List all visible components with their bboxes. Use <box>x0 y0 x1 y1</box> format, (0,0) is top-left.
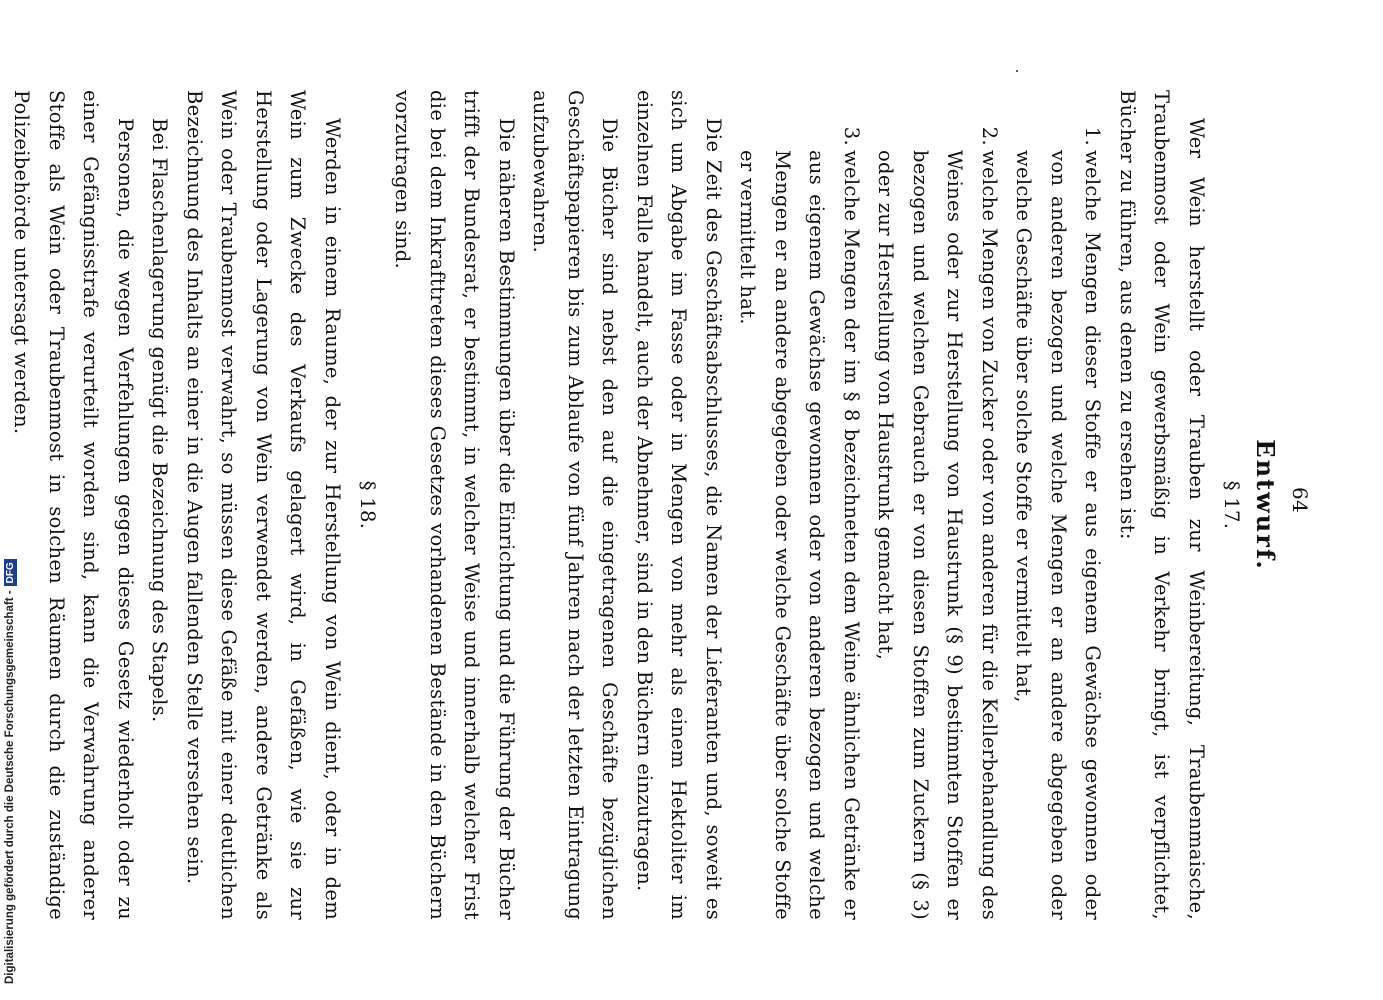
section-18-paragraph-2: Bei Flaschenlagerung genügt die Bezeichnung des Stapels. <box>148 118 172 723</box>
document-heading: Entwurf. <box>1251 439 1280 571</box>
item-text: welche Mengen der im § 8 bezeichneten dem Weine ähnlichen Getränke er aus eigenem Gewächse gewonnen oder von anderen bezogen und welche Mengen er an andere abgegeben oder welche Geschäfte über solche Stoffe er vermittelt hat. <box>736 150 863 920</box>
footer-text: Digitalisierung gefördert durch die Deutsche Forschungsgemeinschaft - <box>4 590 16 984</box>
section-17-paragraph-2: Die Zeit des Geschäftsabschlusses, die Namen der Lieferanten und, soweit es sich um Abgabe im Fasse oder in Mengen von mehr als einem Hektoliter im einzelnen Falle handelt, auch der Abnehmer, sind in den Büchern einzutragen. <box>633 90 725 920</box>
digitization-footer <box>0 0 22 1000</box>
section-17-title: § 17. <box>1220 480 1243 530</box>
section-18-title: § 18. <box>356 480 379 530</box>
item-text: welche Mengen dieser Stoffe er aus eigenem Gewächse gewonnen oder von anderen bezogen und welche Mengen er an andere abgegeben oder welche Geschäfte über solche Stoffe er vermittelt hat, <box>1012 150 1105 920</box>
section-18-paragraph-1: Werden in einem Raume, der zur Herstellung von Wein dient, oder in dem Wein zum Zwecke des Verkaufs gelagert wird, in Gefäßen, wie sie zur Herstellung oder Lagerung von Wein verwendet werden, andere Getränke als Wein oder Traubenmost verwahrt, so müssen diese Gefäße mit einer deutlichen Bezeichnung des Inhalts an einer in die Augen fallenden Stelle versehen sein. <box>183 90 344 920</box>
dfg-logo: DFG <box>4 559 17 586</box>
item-number: 3. <box>840 126 863 146</box>
section-18-paragraph-3: Personen, die wegen Verfehlungen gegen dieses Gesetz wiederholt oder zu einer Gefängnisstrafe verurteilt worden sind, kann die Verwahrung anderer Stoffe als Wein oder Traubenmost in solchen Räumen durch die zuständige Polizeibehörde untersagt werden. <box>10 90 137 920</box>
section-17-item <box>730 126 868 920</box>
page-number: 64 <box>1288 486 1312 514</box>
item-number: 2. <box>978 126 1001 146</box>
scan-speck <box>1016 70 1018 72</box>
footer-note <box>4 559 17 984</box>
section-17-items <box>730 90 1110 920</box>
section-17-intro: Wer Wein herstellt oder Trauben zur Weinbereitung, Traubenmaische, Traubenmost oder Wein gewerbsmäßig in Verkehr bringt, ist verpflichtet, Bücher zu führen, aus denen zu ersehen ist: <box>1116 90 1208 920</box>
item-number: 1. <box>1081 126 1105 146</box>
item-text: welche Mengen von Zucker oder von anderen für die Kellerbehandlung des Weines oder zur Herstellung von Haustrunk (§ 9) bestimmten Stoffen er bezogen und welchen Gebrauch er von diesen Stoffen zum Zuckern (§ 3) oder zur Herstellung von Haustrunk gemacht hat, <box>874 150 1001 920</box>
section-17-paragraph-3: Die Bücher sind nebst den auf die eingetragenen Geschäfte bezüglichen Geschäftspapieren bis zum Ablaufe von fünf Jahren nach der letzten Eintragung aufzubewahren. <box>529 90 622 920</box>
section-17-paragraph-4: Die näheren Bestimmungen über die Einrichtung und die Führung der Bücher trifft der Bundesrat, er bestimmt, in welcher Weise und innerhalb welcher Frist die bei dem Inkrafttreten dieses Gesetzes vorhandenen Bestände in den Büchern vorzutragen sind. <box>391 90 518 920</box>
section-17-item <box>1006 126 1110 920</box>
section-17-item <box>868 126 1006 920</box>
